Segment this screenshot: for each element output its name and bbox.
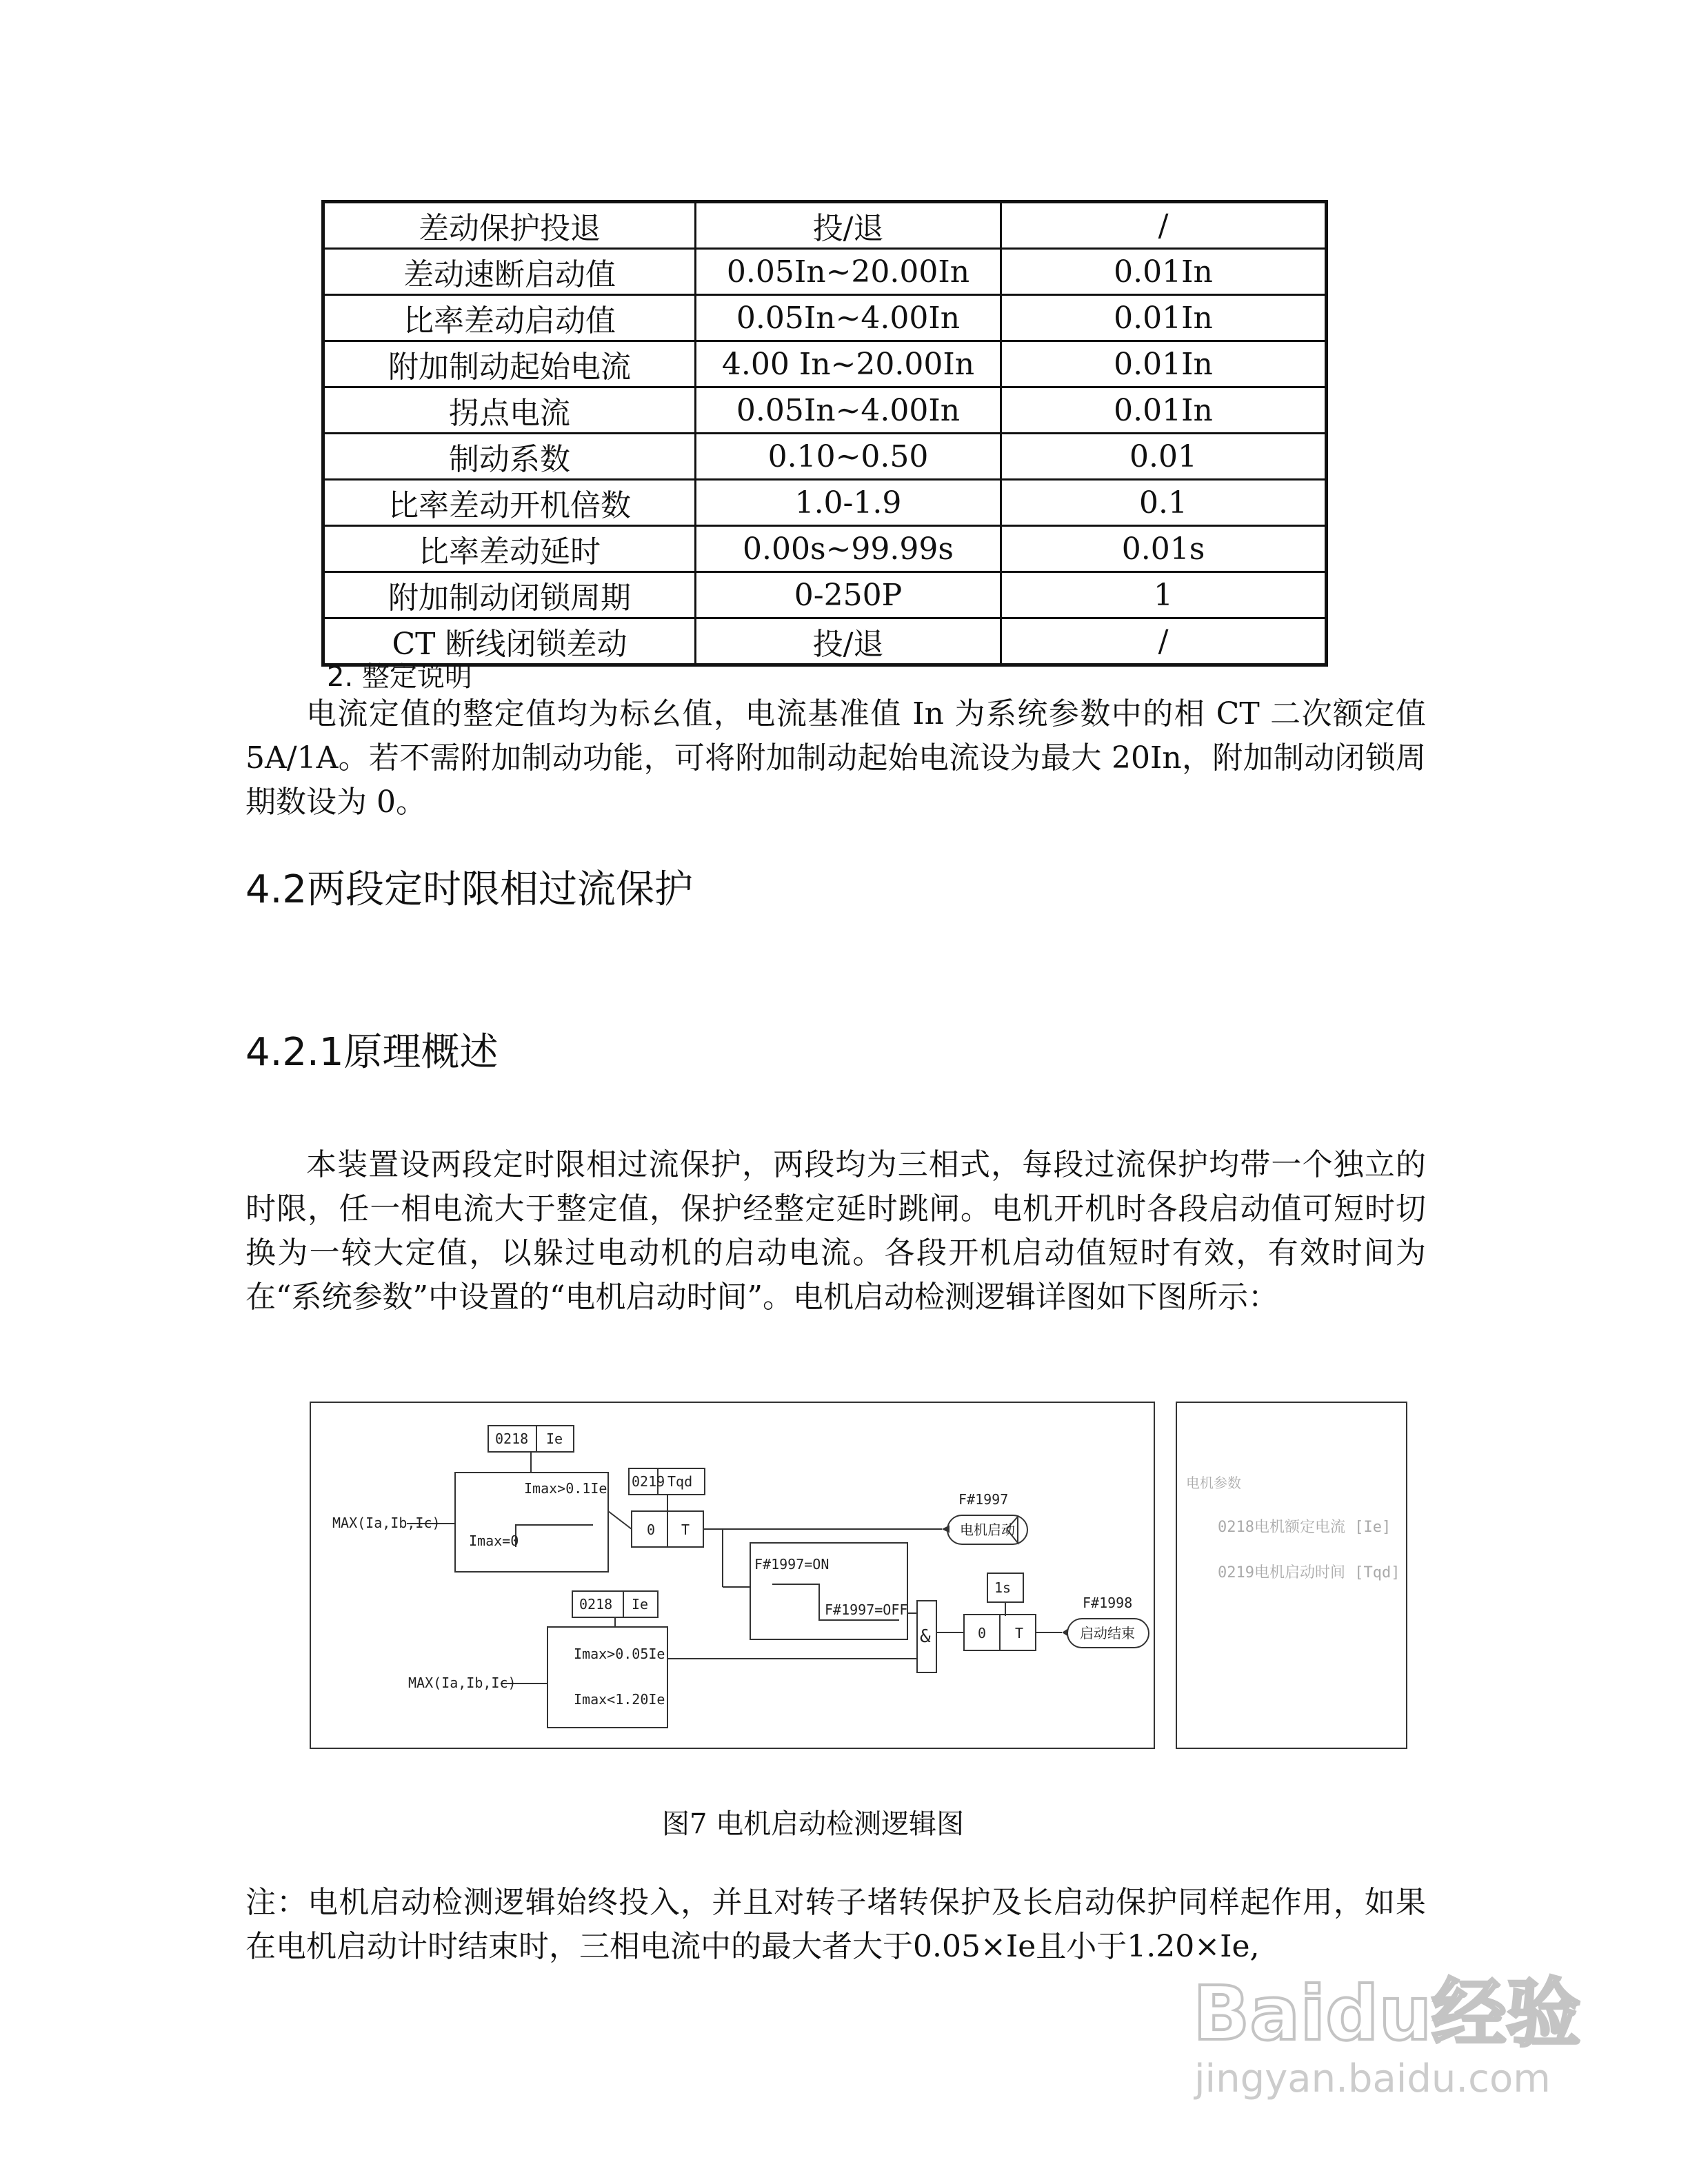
table-cell: 制动系数 [323, 434, 696, 480]
table-cell: 投/退 [696, 618, 1001, 665]
setting-top-code: 0218 [495, 1430, 529, 1447]
setting-tqd-code: 0219 [632, 1473, 665, 1490]
section-title: 4.2两段定时限相过流保护 [245, 867, 694, 912]
flag-bottom-text: 启动结束 [1080, 1625, 1135, 1641]
setting-tqd-label: Tqd [667, 1473, 693, 1490]
table-row [323, 480, 1327, 526]
table-cell: 差动保护投退 [323, 202, 696, 249]
table-cell: 附加制动闭锁周期 [323, 572, 696, 618]
timer-bottom-t: T [1015, 1625, 1024, 1641]
table-cell: 0.01 [1001, 434, 1327, 480]
note-paragraph: 注：电机启动检测逻辑始终投入，并且对转子堵转保护及长启动保护同样起作用，如果在电机启动计时结束时，三相电流中的最大者大于0.05×Ie且小于1.20×Ie, [245, 1885, 1426, 1964]
side-line-2: 0219电机启动时间 [Tqd] [1218, 1564, 1400, 1581]
table-row [323, 618, 1327, 665]
cond-top-gt: Imax>0.1Ie [524, 1480, 607, 1497]
setting-note-body: 电流定值的整定值均为标幺值，电流基准值 In 为系统参数中的相 CT 二次额定值 5A/1A。若不需附加制动功能，可将附加制动起始电流设为最大 20In，附加制动闭锁周期数设为 0。 [245, 696, 1426, 820]
table-cell: 1.0-1.9 [696, 480, 1001, 526]
table-row [323, 249, 1327, 295]
figure-caption: 图7 电机启动检测逻辑图 [662, 1808, 965, 1840]
side-title: 电机参数 [1186, 1475, 1241, 1491]
table-row [323, 295, 1327, 341]
table-cell: 1 [1001, 572, 1327, 618]
table-cell: 0.01In [1001, 387, 1327, 434]
watermark-url: jingyan.baidu.com [1194, 2056, 1551, 2101]
baidu-watermark [1186, 1963, 1614, 2115]
cond-top-eq: Imax=0 [469, 1533, 519, 1549]
table-cell: 0.05In~4.00In [696, 295, 1001, 341]
input-bottom-label: MAX(Ia,Ib,Ic) [408, 1675, 516, 1691]
flag-top-text: 电机启动 [960, 1521, 1015, 1538]
table-cell: 0.01In [1001, 341, 1327, 387]
table-cell: 4.00 In~20.00In [696, 341, 1001, 387]
subsection-title: 4.2.1原理概述 [245, 1030, 499, 1075]
flag-bottom-code: F#1998 [1083, 1595, 1133, 1611]
input-top-label: MAX(Ia,Ib,Ic) [332, 1515, 441, 1531]
table-row [323, 387, 1327, 434]
watermark-brand: Baidu经验 [1193, 1971, 1581, 2057]
table-row [323, 572, 1327, 618]
side-line-1: 0218电机额定电流 [Ie] [1218, 1519, 1391, 1536]
table-cell: 比率差动开机倍数 [323, 480, 696, 526]
table-cell: 0.01In [1001, 295, 1327, 341]
cond-bottom-gt: Imax>0.05Ie [574, 1646, 665, 1662]
flag-on-label: F#1997=ON [754, 1556, 830, 1573]
table-cell: 0.00s~99.99s [696, 526, 1001, 572]
table-row [323, 526, 1327, 572]
table-cell: CT 断线闭锁差动 [323, 618, 696, 665]
diagram-main-frame [310, 1402, 1154, 1748]
table-cell: 比率差动启动值 [323, 295, 696, 341]
flag-top-code: F#1997 [958, 1491, 1009, 1508]
table-cell: 0.01s [1001, 526, 1327, 572]
principle-paragraph: 本装置设两段定时限相过流保护，两段均为三相式，每段过流保护均带一个独立的时限，任一相电流大于整定值，保护经整定延时跳闸。电机开机时各段启动值可短时切换为一较大定值，以躲过电动机的启动电流。各段开机启动值短时有效，有效时间为在“系统参数”中设置的“电机启动时间”。电机启动检测逻辑详图如下图所示： [245, 1147, 1426, 1315]
timer-top-t: T [681, 1521, 690, 1538]
setting-bottom-code: 0218 [579, 1596, 613, 1612]
condition-box-bottom [547, 1627, 667, 1728]
parameter-table [321, 200, 1328, 667]
cond-bottom-lt: Imax<1.20Ie [574, 1691, 665, 1708]
table-cell: 0.1 [1001, 480, 1327, 526]
setting-bottom-label: Ie [632, 1596, 649, 1612]
table-cell: 0.05In~20.00In [696, 249, 1001, 295]
setting-top-label: Ie [546, 1430, 563, 1447]
timer-bottom-zero: 0 [978, 1625, 987, 1641]
table-cell: / [1001, 618, 1327, 665]
table-cell: 0.01In [1001, 249, 1327, 295]
flag-off-label: F#1997=OFF [825, 1601, 908, 1618]
setting-note-heading: 2. 整定说明 [327, 661, 472, 693]
table-cell: / [1001, 202, 1327, 249]
timer-top-zero: 0 [647, 1521, 656, 1538]
table-cell: 差动速断启动值 [323, 249, 696, 295]
table-row [323, 341, 1327, 387]
table-cell: 0.05In~4.00In [696, 387, 1001, 434]
table-cell: 0-250P [696, 572, 1001, 618]
and-gate-symbol: & [920, 1626, 931, 1647]
table-cell: 比率差动延时 [323, 526, 696, 572]
table-cell: 投/退 [696, 202, 1001, 249]
logic-diagram [309, 1401, 1412, 1751]
delay-label: 1s [994, 1579, 1012, 1596]
table-cell: 附加制动起始电流 [323, 341, 696, 387]
table-cell: 0.10~0.50 [696, 434, 1001, 480]
table-cell: 拐点电流 [323, 387, 696, 434]
table-row [323, 202, 1327, 249]
table-row [323, 434, 1327, 480]
baidu-logo [1186, 1963, 1614, 2101]
